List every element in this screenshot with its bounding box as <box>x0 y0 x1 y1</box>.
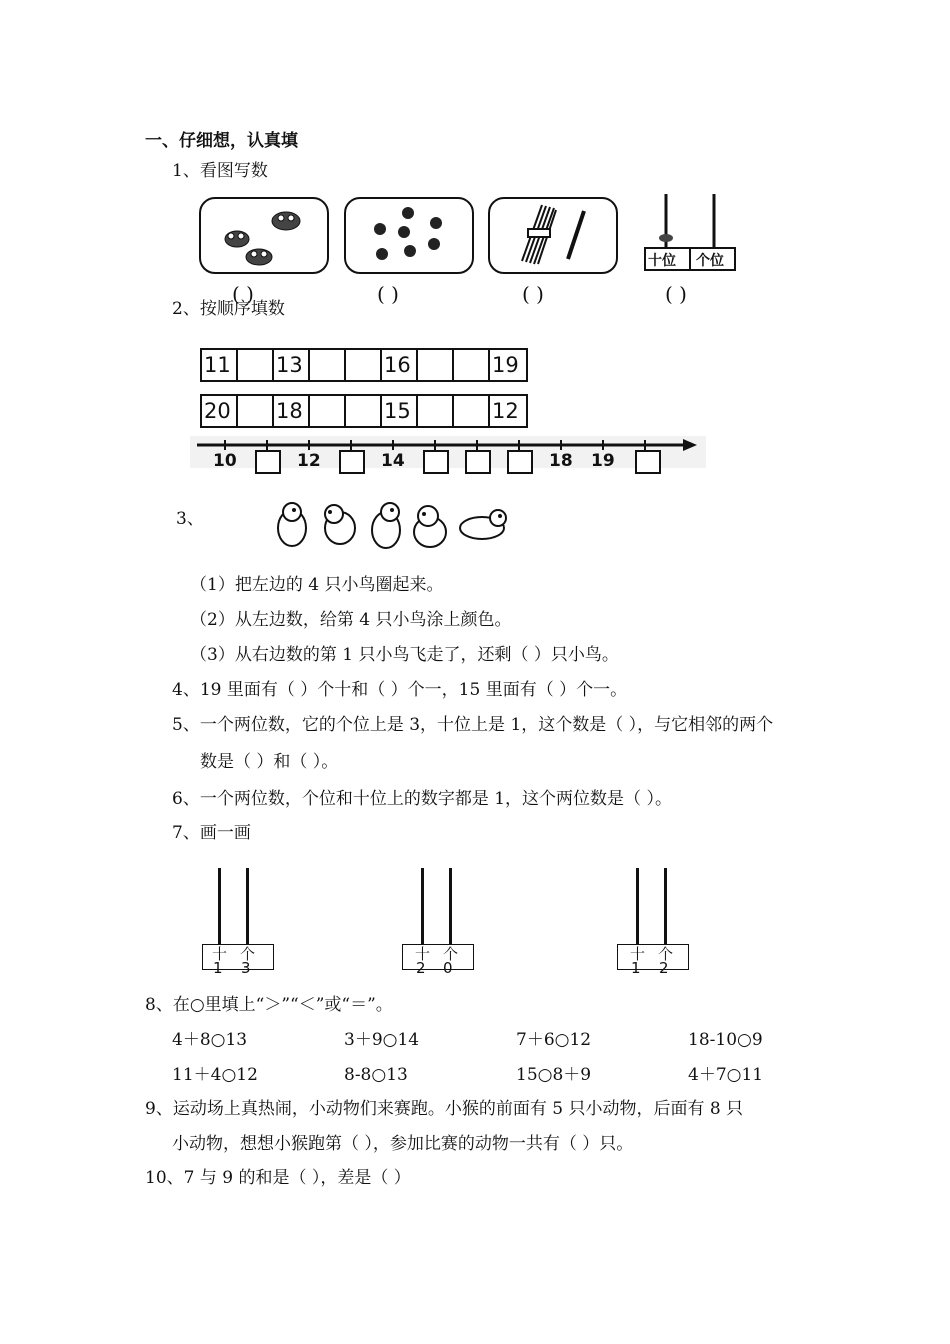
seq1-cell: 13 <box>272 348 312 382</box>
question-3-label: 3、 <box>176 509 204 529</box>
picture-box-bugs <box>199 197 329 274</box>
ones-digit: 0 <box>443 959 453 977</box>
compare-item: 3＋9○14 <box>344 1030 420 1050</box>
question-2-label: 2、按顺序填数 <box>172 299 285 319</box>
bugs-icon <box>201 199 327 272</box>
seq1-cell[interactable] <box>344 348 384 382</box>
answer-blank-4[interactable]: ( ) <box>665 282 687 306</box>
question-3-item-1: （1）把左边的 4 只小鸟圈起来。 <box>190 575 444 595</box>
question-5-line-1: 5、一个两位数，它的个位上是 3，十位上是 1，这个数是（ ），与它相邻的两个 <box>172 715 774 735</box>
seq2-cell[interactable] <box>452 394 492 428</box>
compare-item: 4＋7○11 <box>688 1065 764 1085</box>
number-line-blank[interactable] <box>507 450 533 474</box>
seq1-cell: 16 <box>380 348 420 382</box>
ones-rod <box>664 868 667 944</box>
question-7-label: 7、画一画 <box>172 823 251 843</box>
number-line-blank[interactable] <box>423 450 449 474</box>
compare-item: 7＋6○12 <box>516 1030 592 1050</box>
ones-digit: 3 <box>241 959 251 977</box>
seq2-cell: 15 <box>380 394 420 428</box>
number-line-label: 12 <box>297 451 321 471</box>
birds-icon <box>270 498 520 558</box>
ones-label: 个 <box>658 945 674 963</box>
balls-icon <box>346 199 472 272</box>
seq1-cell[interactable] <box>236 348 276 382</box>
tens-label: 十 <box>212 945 228 963</box>
seq1-cell: 19 <box>488 348 528 382</box>
tens-label: 十 <box>415 945 431 963</box>
abacus-base <box>402 944 474 970</box>
seq1-cell: 11 <box>200 348 240 382</box>
compare-item: 11＋4○12 <box>172 1065 258 1085</box>
question-3-item-3: （3）从右边数的第 1 只小鸟飞走了，还剩（ ）只小鸟。 <box>190 645 619 665</box>
question-9-line-1: 9、运动场上真热闹，小动物们来赛跑。小猴的前面有 5 只小动物，后面有 8 只 <box>145 1099 744 1119</box>
seq1-cell[interactable] <box>416 348 456 382</box>
question-9-line-2: 小动物，想想小猴跑第（ ），参加比赛的动物一共有（ ）只。 <box>172 1134 634 1154</box>
question-8-label: 8、在○里填上“＞”“＜”或“＝”。 <box>145 995 393 1015</box>
ones-rod <box>246 868 249 944</box>
seq2-cell: 12 <box>488 394 528 428</box>
tens-rod <box>218 868 221 944</box>
sticks-bundle-icon <box>490 199 616 272</box>
tens-digit: 1 <box>631 959 641 977</box>
compare-item: 15○8＋9 <box>516 1065 592 1085</box>
tens-label: 十 <box>630 945 646 963</box>
tens-rod <box>636 868 639 944</box>
question-1-label: 1、看图写数 <box>172 161 268 181</box>
number-line-label: 14 <box>381 451 405 471</box>
question-6: 6、一个两位数，个位和十位上的数字都是 1，这个两位数是（ ）。 <box>172 789 672 809</box>
question-10: 10、7 与 9 的和是（ ），差是（ ） <box>145 1168 411 1188</box>
compare-item: 8-8○13 <box>344 1065 408 1085</box>
seq2-cell: 18 <box>272 394 312 428</box>
answer-blank-1[interactable]: ( ) <box>232 282 254 306</box>
tens-digit: 1 <box>213 959 223 977</box>
seq2-cell[interactable] <box>344 394 384 428</box>
tens-place-label: 十位 <box>648 253 676 269</box>
tens-rod <box>421 868 424 944</box>
compare-item: 4＋8○13 <box>172 1030 248 1050</box>
ones-rod <box>449 868 452 944</box>
number-line-label: 10 <box>213 451 237 471</box>
number-line-blank[interactable] <box>635 450 661 474</box>
seq2-cell: 20 <box>200 394 240 428</box>
question-5-line-2: 数是（ ）和（ ）。 <box>200 752 339 772</box>
number-line-label: 18 <box>549 451 573 471</box>
seq2-cell[interactable] <box>308 394 348 428</box>
seq1-cell[interactable] <box>308 348 348 382</box>
seq1-cell[interactable] <box>452 348 492 382</box>
seq2-cell[interactable] <box>416 394 456 428</box>
seq2-cell[interactable] <box>236 394 276 428</box>
number-line-blank[interactable] <box>339 450 365 474</box>
answer-blank-2[interactable]: ( ) <box>377 282 399 306</box>
question-4: 4、19 里面有（ ）个十和（ ）个一，15 里面有（ ）个一。 <box>172 680 628 700</box>
ones-label: 个 <box>240 945 256 963</box>
answer-blank-3[interactable]: ( ) <box>522 282 544 306</box>
number-line-label: 19 <box>591 451 615 471</box>
number-line-blank[interactable] <box>255 450 281 474</box>
ones-label: 个 <box>443 945 459 963</box>
tens-digit: 2 <box>416 959 426 977</box>
picture-box-sticks <box>488 197 618 274</box>
number-line-blank[interactable] <box>465 450 491 474</box>
section-title: 一、仔细想，认真填 <box>145 131 298 151</box>
question-3-item-2: （2）从左边数，给第 4 只小鸟涂上颜色。 <box>190 610 512 630</box>
abacus-base <box>617 944 689 970</box>
compare-item: 18-10○9 <box>688 1030 763 1050</box>
picture-box-balls <box>344 197 474 274</box>
ones-place-label: 个位 <box>696 253 724 269</box>
ones-digit: 2 <box>659 959 669 977</box>
